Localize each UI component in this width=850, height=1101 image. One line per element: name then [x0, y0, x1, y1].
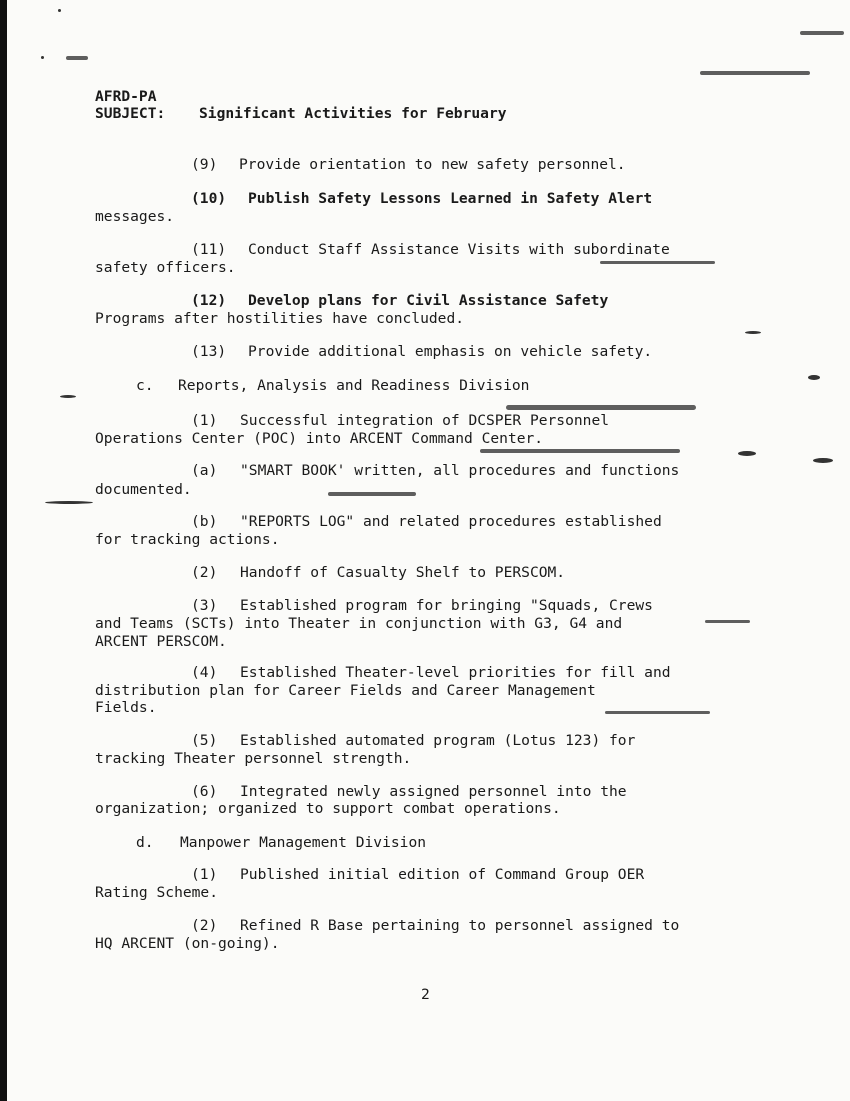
scan-speck: [808, 375, 820, 380]
section-title: Manpower Management Division: [180, 834, 427, 851]
item-text-continued: Fields.: [95, 699, 157, 716]
scan-speck: [738, 451, 756, 456]
item-text-continued: tracking Theater personnel strength.: [95, 750, 412, 767]
scan-smudge: [66, 56, 88, 60]
item-number: (1): [191, 866, 218, 883]
item-text: Provide orientation to new safety personnel.: [239, 156, 626, 173]
scan-speck: [745, 331, 761, 334]
page-number: 2: [421, 986, 430, 1003]
item-text-continued: organization; organized to support combat operations.: [95, 800, 561, 817]
item-text: Established automated program (Lotus 123) for: [240, 732, 636, 749]
item-number: (12): [191, 292, 227, 309]
item-text-continued: Rating Scheme.: [95, 884, 219, 901]
item-text-continued: for tracking actions.: [95, 531, 280, 548]
item-text-continued: safety officers.: [95, 259, 236, 276]
scan-smudge: [328, 492, 416, 496]
scan-smudge: [800, 31, 844, 35]
section-letter: c.: [136, 377, 154, 394]
section-letter: d.: [136, 834, 154, 851]
item-number: (5): [191, 732, 218, 749]
item-number: (10): [191, 190, 227, 207]
item-number: (3): [191, 597, 218, 614]
item-text-continued: messages.: [95, 208, 175, 225]
item-text: Established Theater-level priorities for fill and: [240, 664, 671, 681]
item-text: Integrated newly assigned personnel into the: [240, 783, 627, 800]
item-text: Develop plans for Civil Assistance Safety: [248, 292, 609, 309]
section-title: Reports, Analysis and Readiness Division: [178, 377, 530, 394]
item-text: "SMART BOOK' written, all procedures and functions: [240, 462, 680, 479]
item-number: (13): [191, 343, 227, 360]
scan-speck: [813, 458, 833, 463]
scan-speck: [45, 501, 93, 504]
subject-label: SUBJECT:: [95, 105, 166, 122]
item-text-continued: distribution plan for Career Fields and Career Management: [95, 682, 596, 699]
item-text-continued: and Teams (SCTs) into Theater in conjunction with G3, G4 and: [95, 615, 623, 632]
scan-edge-bar: [0, 0, 7, 1101]
item-text: Successful integration of DCSPER Personnel: [240, 412, 610, 429]
item-number: (1): [191, 412, 218, 429]
item-text: Provide additional emphasis on vehicle safety.: [248, 343, 653, 360]
item-text: Handoff of Casualty Shelf to PERSCOM.: [240, 564, 566, 581]
item-text: "REPORTS LOG" and related procedures established: [240, 513, 662, 530]
subject-text: Significant Activities for February: [199, 105, 507, 122]
scan-smudge: [480, 449, 680, 453]
item-text-continued: HQ ARCENT (on-going).: [95, 935, 280, 952]
item-number: (2): [191, 564, 218, 581]
item-number: (b): [191, 513, 218, 530]
item-text: Publish Safety Lessons Learned in Safety Alert: [248, 190, 653, 207]
scan-smudge: [600, 261, 715, 264]
item-text: Conduct Staff Assistance Visits with subordinate: [248, 241, 670, 258]
item-text: Published initial edition of Command Group OER: [240, 866, 645, 883]
item-text-continued: Programs after hostilities have concluded.: [95, 310, 465, 327]
item-text-continued: Operations Center (POC) into ARCENT Command Center.: [95, 430, 544, 447]
item-number: (a): [191, 462, 218, 479]
item-text-continued: documented.: [95, 481, 192, 498]
office-symbol: AFRD-PA: [95, 88, 157, 105]
scan-speck: [60, 395, 76, 398]
item-text: Refined R Base pertaining to personnel assigned to: [240, 917, 680, 934]
scan-smudge: [506, 405, 696, 410]
item-number: (9): [191, 156, 218, 173]
scan-speck: [41, 56, 44, 59]
item-text-continued: ARCENT PERSCOM.: [95, 633, 227, 650]
item-number: (6): [191, 783, 218, 800]
item-number: (11): [191, 241, 227, 258]
scan-smudge: [705, 620, 750, 623]
scan-smudge: [605, 711, 710, 714]
scan-smudge: [700, 71, 810, 75]
item-number: (2): [191, 917, 218, 934]
scan-speck: [58, 9, 61, 12]
item-number: (4): [191, 664, 218, 681]
item-text: Established program for bringing "Squads, Crews: [240, 597, 653, 614]
